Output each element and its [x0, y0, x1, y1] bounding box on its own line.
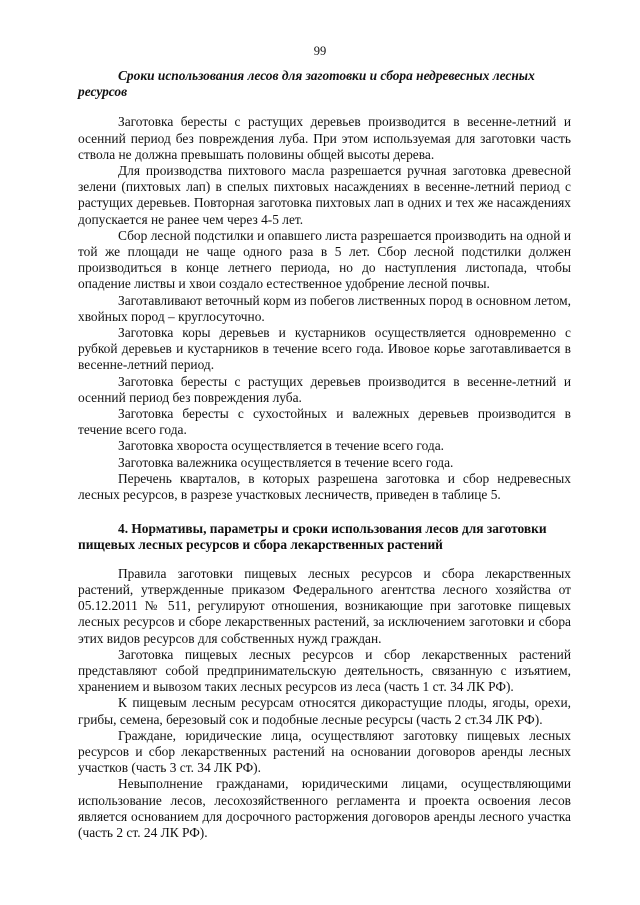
paragraph: Заготовка коры деревьев и кустарников осуществляется одновременно с рубкой деревьев и кустарников в течение всего года. Ивовое корье заготавливается в весенне-летний период. — [78, 325, 571, 373]
paragraph: Заготовка бересты с растущих деревьев производится в весенне-летний и осенний период без повреждения луба. При этом используемая для заготовки часть ствола не должна превышать половины общей высоты дерева. — [78, 114, 571, 162]
paragraph: Правила заготовки пищевых лесных ресурсов и сбора лекарственных растений, утвержденные приказом Федерального агентства лесного хозяйства от 05.12.2011 № 511, регулируют отношения, возникающие при заготовке пищевых лесных ресурсов и сборе лекарственных растений, за исключением заготовки и сбора этих видов ресурсов для собственных нужд граждан. — [78, 565, 571, 646]
section-heading-non-timber: Сроки использования лесов для заготовки и сбора недревесных лесных ресурсов — [78, 68, 535, 100]
page-number: 99 — [313, 44, 327, 58]
paragraph: Заготовка хвороста осуществляется в течение всего года. — [118, 438, 444, 454]
paragraph: Заготовка бересты с растущих деревьев производится в весенне-летний и осенний период без повреждения луба. — [78, 373, 571, 405]
paragraph: К пищевым лесным ресурсам относятся дикорастущие плоды, ягоды, орехи, грибы, семена, березовый сок и подобные лесные ресурсы (часть 2 ст.34 ЛК РФ). — [78, 695, 571, 727]
paragraph: Перечень кварталов, в которых разрешена заготовка и сбор недревесных лесных ресурсов, в разрезе участковых лесничеств, приведен в таблице 5. — [78, 470, 571, 503]
paragraph: Заготавливают веточный корм из побегов лиственных пород в основном летом, хвойных пород – круглосуточно. — [78, 292, 571, 324]
section-heading-4: 4. Нормативы, параметры и сроки использования лесов для заготовки пищевых лесных ресурсов и сбора лекарственных растений — [78, 521, 547, 553]
paragraph: Заготовка бересты с сухостойных и валежных деревьев производится в течение всего года. — [78, 406, 571, 438]
paragraph: Граждане, юридические лица, осуществляют заготовку пищевых лесных ресурсов и сбор лекарственных растений на основании договоров аренды лесных участков (часть 3 ст. 34 ЛК РФ). — [78, 727, 571, 776]
paragraph: Заготовка валежника осуществляется в течение всего года. — [118, 454, 454, 470]
paragraph: Невыполнение гражданами, юридическими лицами, осуществляющими использование лесов, лесохозяйственного регламента и проекта освоения лесов является основанием для досрочного расторжения договоров аренды лесного участка (часть 2 ст. 24 ЛК РФ). — [78, 776, 571, 840]
paragraph: Заготовка пищевых лесных ресурсов и сбор лекарственных растений представляют собой предпринимательскую деятельность, связанную с изъятием, хранением и вывозом таких лесных ресурсов из леса (часть 1 ст. 34 ЛК РФ). — [78, 646, 571, 695]
page-content — [78, 68, 571, 841]
paragraph: Для производства пихтового масла разрешается ручная заготовка древесной зелени (пихтовых лап) в спелых пихтовых насаждениях в весенне-летний период с растущих деревьев. Повторная заготовка пихтовых лап в одних и тех же насаждениях допускается не ранее чем через 4-5 лет. — [78, 163, 571, 227]
paragraph: Сбор лесной подстилки и опавшего листа разрешается производить на одной и той же площади не чаще одного раза в 5 лет. Сбор лесной подстилки должен производиться в конце летнего периода, но до наступления листопада, чтобы опадение листвы и хвои создало естественное удобрение лесной почвы. — [78, 227, 571, 292]
